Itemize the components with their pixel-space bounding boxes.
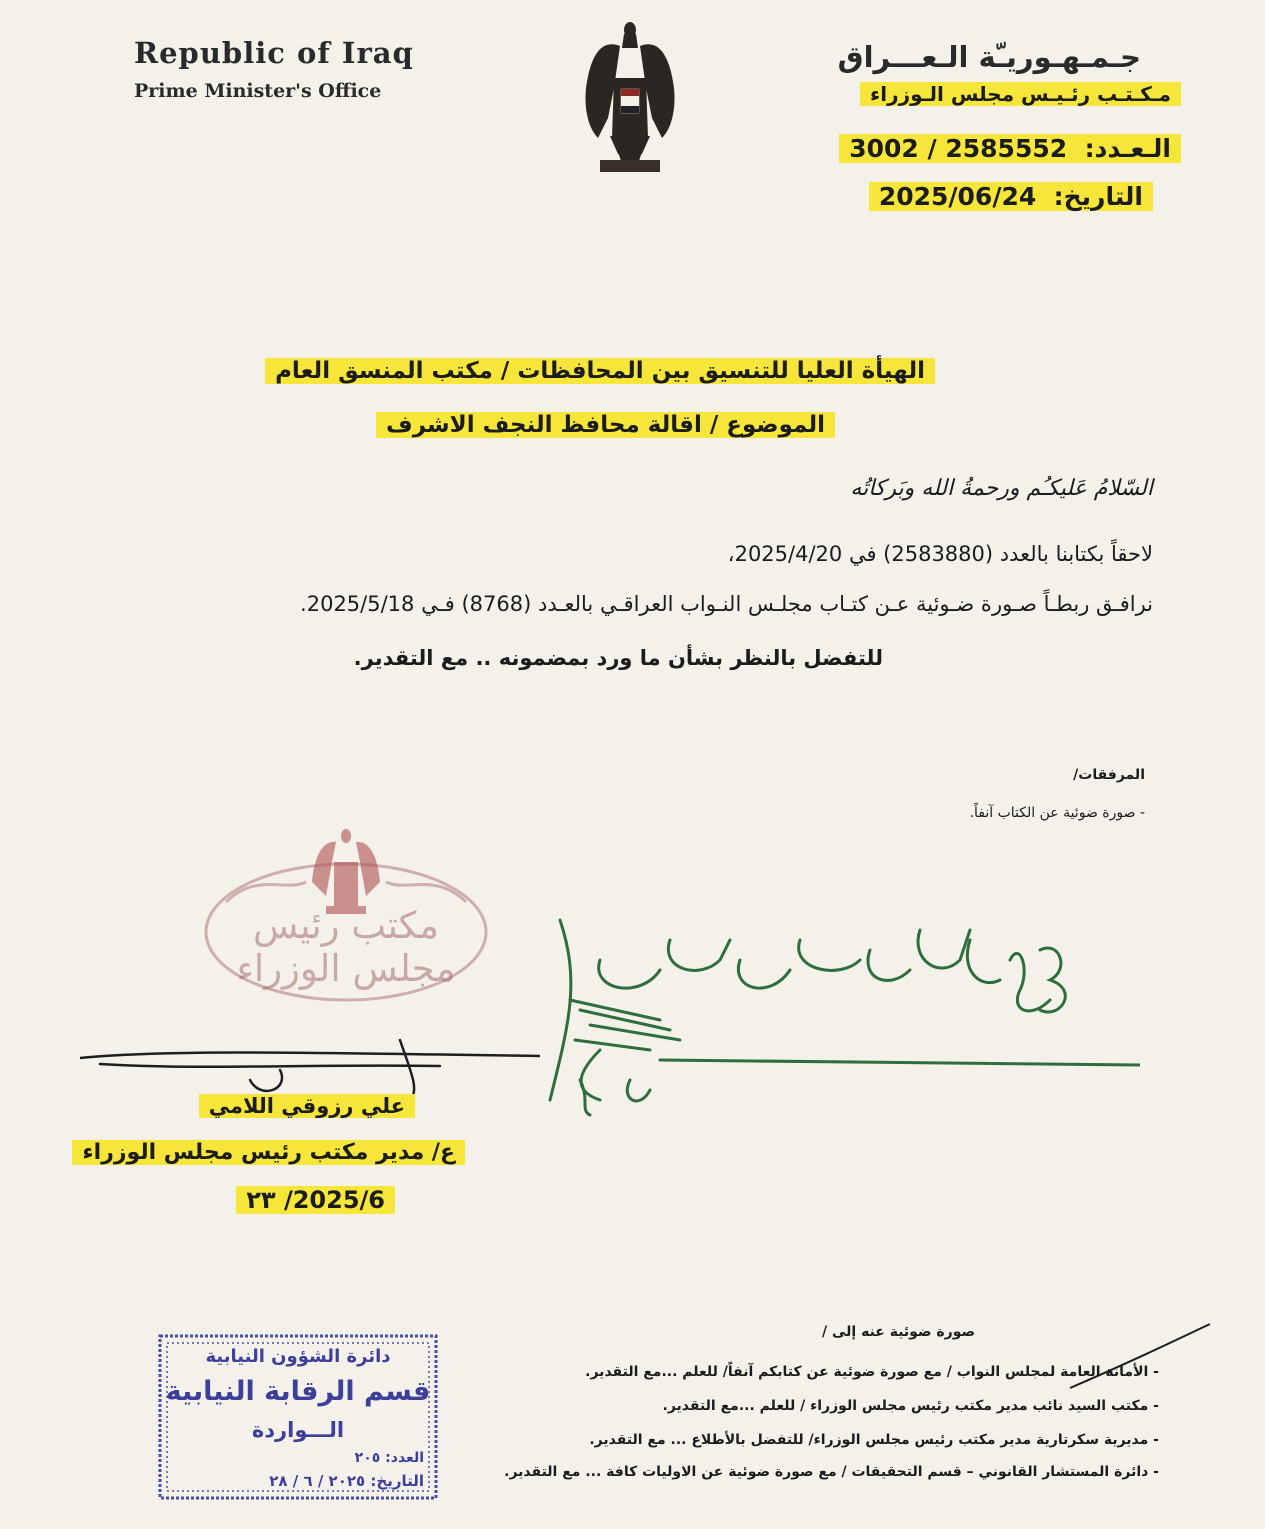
signatory-title xyxy=(72,1140,465,1165)
stamp-number: العدد: ٢٠٥ xyxy=(354,1450,424,1466)
stamp-date: التاريخ: ٢٠٢٥ / ٦ / ٢٨ xyxy=(269,1472,424,1490)
signatory-name-text: علي رزوقي اللامي xyxy=(199,1094,415,1118)
signature-date-text: 2025/6/ ٢٣ xyxy=(236,1186,395,1214)
reference-highlight xyxy=(839,134,1181,163)
greeting: السّلامُ عَليكـُم ورحمةُ الله وبَركاتُه xyxy=(850,476,1153,501)
date-label: التاريخ: xyxy=(1053,182,1143,211)
body-paragraph-2: نرافـق ربطـاً صـورة ضـوئية عـن كتـاب مجلـس النـواب العراقـي بالعـدد (8768) فـي 2025/5/18. xyxy=(300,592,1153,616)
reference-label: الـعـدد: xyxy=(1084,134,1171,163)
iraq-eagle-emblem-icon xyxy=(580,18,680,174)
reference-value: 2585552 / 3002 xyxy=(849,134,1068,163)
cc-item: - مكتب السيد نائب مدير مكتب رئيس مجلس الوزراء / للعلم ...مع التقدير. xyxy=(662,1398,1159,1414)
header-ar-title: جـمـهـوريـّة الـعـــراق xyxy=(837,40,1141,74)
cc-initials-signature xyxy=(1060,1318,1220,1398)
reference-number xyxy=(839,134,1181,163)
addressee-text: الهيأة العليا للتنسيق بين المحافظات / مكتب المنسق العام xyxy=(265,358,935,384)
incoming-stamp xyxy=(156,1332,440,1502)
office-seal xyxy=(196,822,496,1006)
date-highlight xyxy=(869,182,1153,211)
cc-item: - مديرية سكرتارية مدير مكتب رئيس مجلس الوزراء/ للتفضل بالأطلاع ... مع التقدير. xyxy=(589,1432,1159,1448)
handwritten-note-signature xyxy=(540,900,1140,1120)
cc-title: صورة ضوئية عنه إلى / xyxy=(822,1324,975,1340)
date-value: 2025/06/24 xyxy=(878,182,1037,211)
stamp-line-2: قسم الرقابة النيابية xyxy=(165,1376,431,1407)
header-ar-subtitle xyxy=(860,82,1181,106)
header-en-title: Republic of Iraq xyxy=(134,36,414,70)
header-ar-subtitle-text: مـكـتـب رئـيـس مجلس الـوزراء xyxy=(860,82,1181,106)
subject xyxy=(376,412,835,438)
header-en-subtitle: Prime Minister's Office xyxy=(134,80,382,102)
signature-date xyxy=(236,1186,395,1214)
signatory-title-text: ع/ مدير مكتب رئيس مجلس الوزراء xyxy=(72,1140,465,1165)
letter-date xyxy=(869,182,1153,211)
seal-text: مكتب رئيس مجلس الوزراء xyxy=(236,904,456,990)
cc-item: - دائرة المستشار القانوني – قسم التحقيقات / مع صورة ضوئية عن الاوليات كافة ... مع التقدير. xyxy=(504,1464,1159,1480)
signatory-name xyxy=(199,1094,415,1118)
body-paragraph-1: لاحقاً بكتابنا بالعدد (2583880) في 2025/4/20، xyxy=(727,542,1153,566)
stamp-line-1: دائرة الشؤون النيابية xyxy=(205,1346,391,1367)
stamp-line-3: الـــواردة xyxy=(251,1418,345,1442)
cc-item: - الأمانة العامة لمجلس النواب / مع صورة ضوئية عن كتابكم آنفاً/ للعلم ...مع التقدير. xyxy=(585,1364,1159,1380)
addressee xyxy=(265,358,935,384)
attachment-item: - صورة ضوئية عن الكتاب آنفاً. xyxy=(969,805,1145,821)
attachments-title: المرفقات/ xyxy=(1073,767,1145,783)
body-paragraph-3: للتفضل بالنظر بشأن ما ورد بمضمونه .. مع التقدير. xyxy=(353,646,883,670)
subject-text: الموضوع / اقالة محافظ النجف الاشرف xyxy=(376,412,835,438)
